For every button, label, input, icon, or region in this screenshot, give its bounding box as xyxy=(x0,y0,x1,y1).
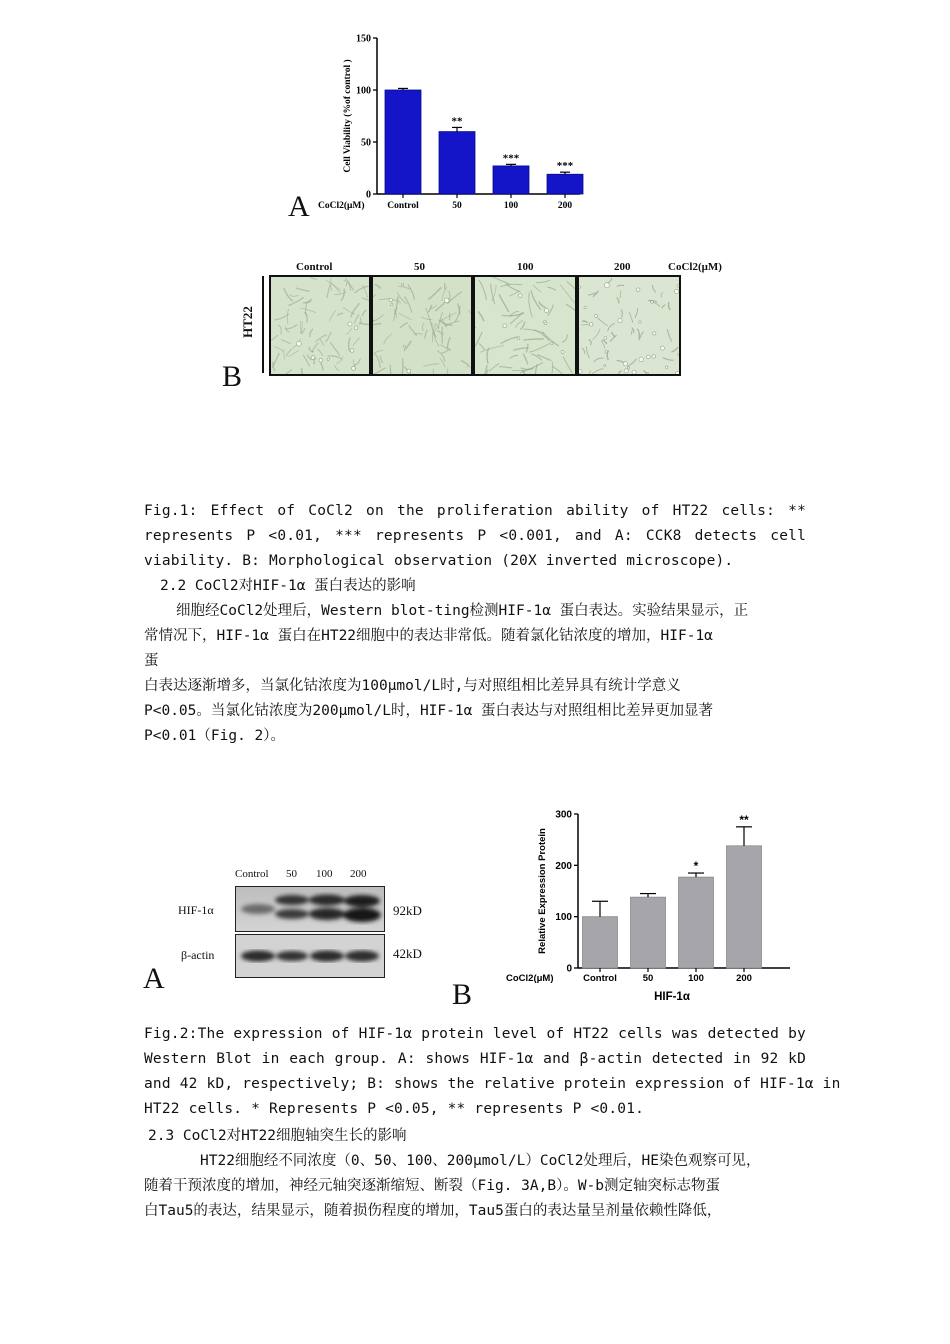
micro-image-50 xyxy=(371,275,473,376)
fig1-caption-line-1: represents P <0.01, *** represents P <0.001, and A: CCK8 detects cell xyxy=(144,528,806,544)
blot-lane-1: 50 xyxy=(286,868,297,880)
section-2-2-line-1: 常情况下，HIF-1α 蛋白在HT22细胞中的表达非常低。随着氯化钴浓度的增加，HIF-1α xyxy=(144,628,713,644)
m3-body-9 xyxy=(652,355,656,359)
blot-size-42: 42kD xyxy=(393,946,422,961)
c1-category-2: 100 xyxy=(503,201,519,211)
fig1-micro-label-1: 50 xyxy=(414,261,425,273)
c2-sig-3: ** xyxy=(739,812,749,827)
m3-body-22 xyxy=(604,365,606,367)
section-2-3-body xyxy=(144,1149,806,1224)
m3-body-16 xyxy=(639,321,641,323)
c1-ytick-label-2: 100 xyxy=(356,85,371,97)
c2-ylabel: Relative Expression Protein xyxy=(537,828,548,954)
blot-lane-2: 100 xyxy=(316,868,333,880)
c1-sig-2: *** xyxy=(502,152,520,165)
blot-size-92: 92kD xyxy=(393,903,422,918)
section-2-3-line-0: HT22细胞经不同浓度（0、50、100、200μmol/L）CoCl2处理后，HE染色观察可见， xyxy=(200,1153,761,1169)
blot-row-label-actin: β-actin xyxy=(181,948,215,962)
m2-body-4 xyxy=(544,308,549,313)
fig2-caption xyxy=(144,1022,841,1122)
section-2-3-line-1: 随着干预浓度的增加，神经元轴突逐渐缩短、断裂（Fig. 3A,B）。W-b测定轴突标志物蛋 xyxy=(144,1178,721,1194)
c1-ylabel: Cell Viability (%of control ) xyxy=(343,59,353,173)
fig1-panel-a-label: A xyxy=(288,190,310,223)
c1-bar-3 xyxy=(547,174,583,194)
m3-body-11 xyxy=(674,289,679,294)
m0-body-2 xyxy=(319,358,323,362)
fig2-caption-line-1: Western Blot in each group. A: shows HIF-1α and β-actin detected in 92 kD xyxy=(144,1051,806,1067)
m0-body-5 xyxy=(350,349,354,353)
c1-category-3: 200 xyxy=(557,201,573,211)
m3-body-20 xyxy=(605,351,608,354)
m3-body-7 xyxy=(651,301,654,304)
section-2-3-heading: 2.3 CoCl2对HT22细胞轴突生长的影响 xyxy=(148,1128,407,1144)
c1-ytick-label-1: 50 xyxy=(361,137,371,149)
c2-ytick-label-1: 100 xyxy=(555,912,572,924)
m3-body-1 xyxy=(639,357,644,362)
m0-body-7 xyxy=(348,322,352,326)
c1-ytick-label-0: 0 xyxy=(366,189,371,201)
fig1-micro-rowbar xyxy=(262,276,264,373)
m1-body-3 xyxy=(444,298,449,303)
c1-sig-1: ** xyxy=(451,115,463,128)
blot-lane-0: Control xyxy=(235,868,269,880)
fig1-micro-label-2: 100 xyxy=(517,261,534,273)
c1-sig-3: *** xyxy=(556,160,574,173)
c1-xlabel: CoCl2(μM) xyxy=(318,201,365,211)
m0-body-1 xyxy=(352,366,356,370)
m1-body-1 xyxy=(390,303,392,305)
m1-body-5 xyxy=(401,283,403,285)
c2-category-2: 100 xyxy=(688,973,704,984)
c2-bar-0 xyxy=(583,917,618,968)
m3-body-18 xyxy=(660,346,664,350)
c2-ytick-label-0: 0 xyxy=(566,963,572,975)
fig2-caption-line-3: HT22 cells. * Represents P <0.05, ** represents P <0.01. xyxy=(144,1101,645,1117)
section-2-2-heading: 2.2 CoCl2对HIF-1α 蛋白表达的影响 xyxy=(160,578,416,594)
fig2-caption-line-2: and 42 kD, respectively; B: shows the relative protein expression of HIF-1α in xyxy=(144,1076,841,1092)
m3-body-3 xyxy=(579,286,580,289)
c2-sig-2: * xyxy=(693,859,699,874)
m0-body-0 xyxy=(354,326,358,330)
m3-body-13 xyxy=(653,332,656,335)
m2-body-3 xyxy=(503,324,507,328)
m3-body-14 xyxy=(604,336,607,339)
micro-image-200 xyxy=(577,275,681,376)
m3-body-10 xyxy=(665,366,668,369)
c2-ytick-label-2: 200 xyxy=(555,860,572,872)
micro-image-control xyxy=(269,275,371,376)
blot-hif-membrane xyxy=(235,886,385,932)
m2-body-1 xyxy=(544,322,547,325)
section-2-3-line-2: 白Tau5的表达，结果显示，随着损伤程度的增加，Tau5蛋白的表达量呈剂量依赖性降低， xyxy=(144,1203,722,1219)
m3-body-15 xyxy=(618,318,622,322)
m3-body-17 xyxy=(604,283,609,288)
blot-row-label-hif: HIF-1α xyxy=(178,903,214,917)
blot-actin-membrane xyxy=(235,934,385,978)
c2-title: HIF-1α xyxy=(654,991,690,1003)
c1-bar-0 xyxy=(385,90,421,194)
m3-body-2 xyxy=(677,284,679,287)
m0-body-6 xyxy=(311,356,315,360)
fig2-chart-b xyxy=(500,800,800,1008)
section-2-2-body xyxy=(144,599,806,749)
m3-body-12 xyxy=(623,362,627,366)
blot-lane-3: 200 xyxy=(350,868,367,880)
m1-body-2 xyxy=(389,298,392,301)
m2-body-5 xyxy=(517,337,520,340)
c2-xlabel: CoCl2(μM) xyxy=(506,973,554,984)
m2-background xyxy=(475,277,575,374)
fig1-chart-a xyxy=(280,28,610,218)
m3-body-19 xyxy=(646,355,650,359)
fig1-micro-cellline: HT22 xyxy=(239,306,255,338)
fig1-micro-label-0: Control xyxy=(296,261,333,273)
m0-body-4 xyxy=(327,358,329,360)
fig1-micro-unit: CoCl2(μM) xyxy=(668,261,722,273)
m2-body-7 xyxy=(518,294,522,298)
fig2-panel-a-label: A xyxy=(143,962,165,995)
fig2-caption-line-0: Fig.2:The expression of HIF-1α protein level of HT22 cells was detected by xyxy=(144,1026,806,1042)
c1-bar-2 xyxy=(493,166,529,194)
m1-background xyxy=(373,277,471,374)
section-2-2-line-3: 白表达逐渐增多，当氯化钴浓度为100μmol/L时,与对照组相比差异具有统计学意义 xyxy=(144,678,681,694)
fig1-caption xyxy=(144,499,806,574)
m3-body-23 xyxy=(628,367,630,369)
m3-body-6 xyxy=(579,369,582,373)
fig1-caption-line-0: Fig.1: Effect of CoCl2 on the proliferation ability of HT22 cells: ** xyxy=(144,503,806,519)
c2-bar-2 xyxy=(679,877,714,968)
c2-bar-3 xyxy=(727,846,762,968)
c2-category-3: 200 xyxy=(736,973,752,984)
fig1-caption-line-2: viability. B: Morphological observation (20X inverted microscope). xyxy=(144,553,734,569)
c1-bar-1 xyxy=(439,132,475,194)
c1-category-1: 50 xyxy=(452,201,462,211)
m3-body-25 xyxy=(632,370,636,374)
c2-ytick-label-3: 300 xyxy=(555,809,572,821)
m3-body-4 xyxy=(584,306,587,309)
m3-body-24 xyxy=(589,323,593,327)
m2-body-2 xyxy=(550,342,553,345)
fig2-panel-b-label: B xyxy=(452,978,473,1011)
m0-body-3 xyxy=(296,341,301,346)
m3-background xyxy=(579,277,679,374)
c2-category-1: 50 xyxy=(642,973,654,984)
m3-body-5 xyxy=(636,288,640,292)
m3-body-8 xyxy=(594,314,597,317)
c1-category-0: Control xyxy=(387,201,419,211)
c2-bar-1 xyxy=(631,897,666,968)
m1-body-4 xyxy=(403,345,405,347)
c2-category-0: Control xyxy=(583,973,617,984)
fig1-micro-label-3: 200 xyxy=(614,261,631,273)
section-2-2-line-4: P<0.05。当氯化钴浓度为200μmol/L时，HIF-1α 蛋白表达与对照组相比差异更加显著 xyxy=(144,703,714,719)
section-2-2-line-0: 细胞经CoCl2处理后，Western blot-ting检测HIF-1α 蛋白表达。实验结果显示，正 xyxy=(176,603,749,619)
m1-body-0 xyxy=(407,369,411,373)
section-2-2-line-5: P<0.01（Fig. 2）。 xyxy=(144,728,286,744)
m1-cell-6 xyxy=(390,365,391,374)
micro-image-100 xyxy=(473,275,577,376)
m3-body-0 xyxy=(624,369,628,373)
m2-body-6 xyxy=(561,350,564,353)
c1-ytick-label-3: 150 xyxy=(356,33,371,45)
fig1-panel-b-label: B xyxy=(222,360,243,393)
section-2-2-line-2: 蛋 xyxy=(144,653,159,669)
